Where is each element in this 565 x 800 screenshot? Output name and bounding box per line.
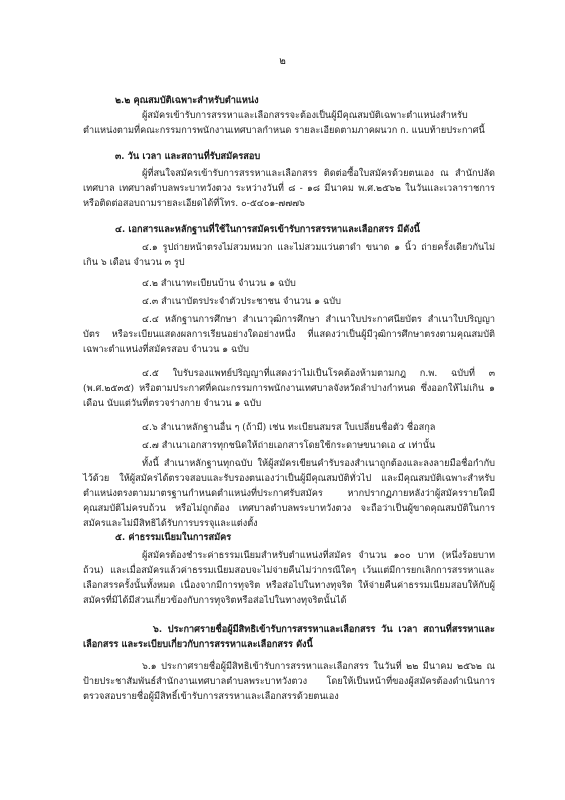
section-4-heading: ๔. เอกสารและหลักฐานที่ใช้ในการสมัครเข้ารับการสรรหาและเลือกสรร มีดังนี้ bbox=[115, 224, 420, 235]
page-number: ๒ bbox=[279, 56, 286, 67]
section-2-2-body: ผู้สมัครเข้ารับการสรรหาและเลือกสรรจะต้องเป็นผู้มีคุณสมบัติเฉพาะตำแหน่งสำหรับตำแหน่งตามที่คณะกรรมการพนักงานเทศบาลกำหนด รายละเอียดตามภาคผนวก ก. แนบท้ายประกาศนี้ bbox=[83, 110, 485, 136]
section-4-item-1: ๔.๑ รูปถ่ายหน้าตรงไม่สวมหมวก และไม่สวมแว่นตาดำ ขนาด ๑ นิ้ว ถ่ายครั้งเดียวกันไม่เกิน ๖ เดือน จำนวน ๓ รูป bbox=[83, 242, 495, 268]
section-3-body: ผู้ที่สนใจสมัครเข้ารับการสรรหาและเลือกสรร ติดต่อซื้อใบสมัครด้วยตนเอง ณ สำนักปลัดเทศบาล เทศบาลตำบลพระบาทวังตวง ระหว่างวันที่ ๘ - ๑๘ มีนาคม พ.ศ.๒๕๖๒ ในวันและเวลาราชการ หรือติดต่อสอบถามรายละเอียดได้ที่โทร. ๐-๕๔๐๑-๗๗๗๖ bbox=[83, 168, 495, 209]
section-5-heading: ๕. ค่าธรรมเนียมในการสมัคร bbox=[115, 532, 232, 543]
section-4-item-4: ๔.๔ หลักฐานการศึกษา สำเนาวุฒิการศึกษา สำเนาใบประกาศนียบัตร สำเนาใบปริญญาบัตร หรือระเบียนแสดงผลการเรียนอย่างใดอย่างหนึ่ง ที่แสดงว่าเป็นผู้มีวุฒิการศึกษาตรงตามคุณสมบัติเฉพาะตำแหน่งที่สมัครสอบ จำนวน ๑ ฉบับ bbox=[83, 314, 495, 355]
section-4-item-2: ๔.๒ สำเนาทะเบียนบ้าน จำนวน ๑ ฉบับ bbox=[142, 278, 296, 289]
section-4-item-3: ๔.๓ สำเนาบัตรประจำตัวประชาชน จำนวน ๑ ฉบับ bbox=[142, 296, 341, 307]
section-3-heading: ๓. วัน เวลา และสถานที่รับสมัครสอบ bbox=[115, 151, 261, 162]
section-6-item-1: ๖.๑ ประกาศรายชื่อผู้มีสิทธิเข้ารับการสรรหาและเลือกสรร ในวันที่ ๒๒ มีนาคม ๒๕๖๒ ณ ป้ายประชาสัมพันธ์สำนักงานเทศบาลตำบลพระบาทวังตวง โดยให้เป็นหน้าที่ของผู้สมัครต้องดำเนินการตรวจสอบรายชื่อผู้มีสิทธิ์เข้ารับการสรรหาและเลือกสรรด้วยตนเอง bbox=[83, 661, 495, 702]
section-5-body: ผู้สมัครต้องชำระค่าธรรมเนียมสำหรับตำแหน่งที่สมัคร จำนวน ๑๐๐ บาท (หนึ่งร้อยบาทถ้วน) และเมื่อสมัครแล้วค่าธรรมเนียมสอบจะไม่จ่ายคืนไม่ว่ากรณีใดๆ เว้นแต่มีการยกเลิกการสรรหาและเลือกสรรครั้งนั้นทั้งหมด เนื่องจากมีการทุจริต หรือส่อไปในทางทุจริต ให้จ่ายคืนค่าธรรมเนียมสอบให้กับผู้สมัครที่มิได้มีส่วนเกี่ยวข้องกับการทุจริตหรือส่อไปในทางทุจริตนั้นได้ bbox=[83, 550, 495, 606]
section-4-note: ทั้งนี้ สำเนาหลักฐานทุกฉบับ ให้ผู้สมัครเขียนคำรับรองสำเนาถูกต้องและลงลายมือชื่อกำกับไว้ด้วย ให้ผู้สมัครได้ตรวจสอบและรับรองตนเองว่าเป็นผู้มีคุณสมบัติทั่วไป และมีคุณสมบัติเฉพาะสำหรับตำแหน่งตรงตามมาตรฐานกำหนดตำแหน่งที่ประกาศรับสมัคร หากปรากฏภายหลังว่าผู้สมัครรายใดมีคุณสมบัติไม่ครบถ้วน หรือไม่ถูกต้อง เทศบาลตำบลพระบาทวังตวง จะถือว่าเป็นผู้ขาดคุณสมบัติในการสมัครและไม่มีสิทธิได้รับการบรรจุและแต่งตั้ง bbox=[83, 458, 495, 529]
section-2-2-heading: ๒.๒ คุณสมบัติเฉพาะสำหรับตำแหน่ง bbox=[115, 95, 259, 106]
section-4-item-7: ๔.๗ สำเนาเอกสารทุกชนิดให้ถ่ายเอกสารโดยใช้กระดาษขนาดเอ ๔ เท่านั้น bbox=[142, 440, 436, 451]
section-4-item-6: ๔.๖ สำเนาหลักฐานอื่น ๆ (ถ้ามี) เช่น ทะเบียนสมรส ใบเปลี่ยนชื่อตัว ชื่อสกุล bbox=[142, 422, 436, 433]
section-4-item-5: ๔.๕ ใบรับรองแพทย์ปริญญาที่แสดงว่าไม่เป็นโรคต้องห้ามตามกฎ ก.พ. ฉบับที่ ๓ (พ.ศ.๒๕๓๕) หรือตามประกาศที่คณะกรรมการพนักงานเทศบาลจังหวัดลำปางกำหนด ซึ่งออกให้ไม่เกิน ๑ เดือน นับแต่วันที่ตรวจร่างกาย จำนวน ๑ ฉบับ bbox=[83, 368, 495, 409]
section-6-heading: ๖. ประกาศรายชื่อผู้มีสิทธิเข้ารับการสรรหาและเลือกสรร วัน เวลา สถานที่สรรหาและเลือกสรร และระเบียบเกี่ยวกับการสรรหาและเลือกสรร ดังนี้ bbox=[83, 624, 495, 650]
